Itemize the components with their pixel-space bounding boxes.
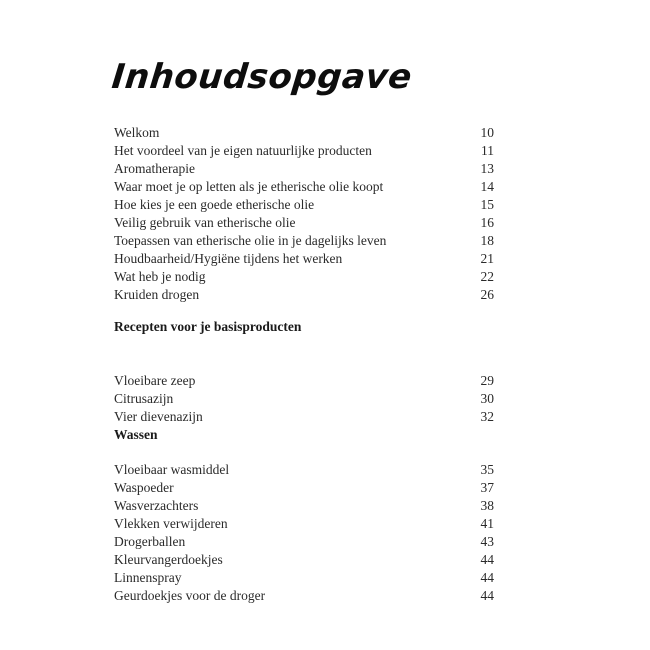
toc-entry-page: 35 bbox=[480, 462, 494, 477]
toc-entry-label: Aromatherapie bbox=[114, 161, 195, 176]
toc-entry[interactable] bbox=[114, 268, 494, 286]
toc-entry[interactable] bbox=[114, 569, 494, 587]
toc-entry[interactable] bbox=[114, 250, 494, 268]
section-heading-recepten: Recepten voor je basisproducten bbox=[114, 319, 302, 334]
toc-intro-list bbox=[114, 124, 494, 304]
toc-entry-page: 44 bbox=[480, 552, 494, 567]
toc-recepten-list bbox=[114, 372, 494, 426]
toc-entry-page: 21 bbox=[480, 251, 494, 266]
toc-entry-label: Linnenspray bbox=[114, 570, 182, 585]
toc-entry-label: Vlekken verwijderen bbox=[114, 516, 228, 531]
toc-entry-label: Hoe kies je een goede etherische olie bbox=[114, 197, 315, 212]
page-title: Inhoudsopgave bbox=[109, 57, 415, 97]
toc-entry-label: Kleurvangerdoekjes bbox=[114, 552, 223, 567]
toc-entry-page: 22 bbox=[480, 269, 494, 284]
toc-entry-page: 18 bbox=[480, 233, 494, 248]
toc-entry-page: 11 bbox=[481, 143, 494, 158]
toc-entry[interactable] bbox=[114, 390, 494, 408]
toc-entry[interactable] bbox=[114, 196, 494, 214]
toc-wassen-list bbox=[114, 461, 494, 605]
toc-entry[interactable] bbox=[114, 232, 494, 250]
toc-entry-page: 16 bbox=[480, 215, 494, 230]
toc-entry[interactable] bbox=[114, 124, 494, 142]
toc-entry-page: 13 bbox=[480, 161, 494, 176]
toc-entry[interactable] bbox=[114, 479, 494, 497]
toc-entry[interactable] bbox=[114, 497, 494, 515]
toc-entry-page: 44 bbox=[480, 588, 494, 603]
toc-entry-page: 43 bbox=[480, 534, 494, 549]
toc-entry[interactable] bbox=[114, 515, 494, 533]
toc-entry-label: Kruiden drogen bbox=[114, 287, 200, 302]
toc-entry[interactable] bbox=[114, 142, 494, 160]
toc-entry-label: Welkom bbox=[114, 125, 160, 140]
toc-entry[interactable] bbox=[114, 286, 494, 304]
toc-entry-page: 15 bbox=[480, 197, 494, 212]
toc-entry-page: 44 bbox=[480, 570, 494, 585]
toc-entry-label: Vier dievenazijn bbox=[114, 409, 203, 424]
toc-entry-label: Geurdoekjes voor de droger bbox=[114, 588, 266, 603]
toc-entry-label: Wasverzachters bbox=[114, 498, 199, 513]
toc-entry-page: 37 bbox=[480, 480, 494, 495]
toc-entry[interactable] bbox=[114, 461, 494, 479]
toc-entry-label: Drogerballen bbox=[114, 534, 186, 549]
toc-entry-label: Vloeibare zeep bbox=[114, 373, 196, 388]
toc-entry-label: Het voordeel van je eigen natuurlijke producten bbox=[114, 143, 372, 158]
toc-entry[interactable] bbox=[114, 160, 494, 178]
toc-entry-page: 14 bbox=[480, 179, 494, 194]
toc-entry-label: Waar moet je op letten als je etherische olie koopt bbox=[114, 179, 384, 194]
toc-entry-label: Wat heb je nodig bbox=[114, 269, 206, 284]
toc-entry-page: 32 bbox=[480, 409, 494, 424]
section-heading-wassen: Wassen bbox=[114, 427, 158, 442]
toc-entry-page: 38 bbox=[480, 498, 494, 513]
toc-entry-page: 10 bbox=[480, 125, 494, 140]
toc-entry-page: 41 bbox=[480, 516, 494, 531]
toc-entry-label: Citrusazijn bbox=[114, 391, 174, 406]
toc-entry[interactable] bbox=[114, 533, 494, 551]
toc-entry[interactable] bbox=[114, 587, 494, 605]
toc-entry-label: Houdbaarheid/Hygiëne tijdens het werken bbox=[114, 251, 343, 266]
toc-entry-label: Vloeibaar wasmiddel bbox=[114, 462, 230, 477]
toc-entry[interactable] bbox=[114, 551, 494, 569]
toc-entry-page: 30 bbox=[480, 391, 494, 406]
toc-entry-label: Veilig gebruik van etherische olie bbox=[114, 215, 296, 230]
toc-entry-label: Toepassen van etherische olie in je dagelijks leven bbox=[114, 233, 387, 248]
toc-entry-page: 26 bbox=[480, 287, 494, 302]
toc-entry[interactable] bbox=[114, 178, 494, 196]
toc-entry[interactable] bbox=[114, 408, 494, 426]
toc-entry[interactable] bbox=[114, 372, 494, 390]
toc-entry-label: Waspoeder bbox=[114, 480, 174, 495]
toc-entry-page: 29 bbox=[480, 373, 494, 388]
toc-entry[interactable] bbox=[114, 214, 494, 232]
